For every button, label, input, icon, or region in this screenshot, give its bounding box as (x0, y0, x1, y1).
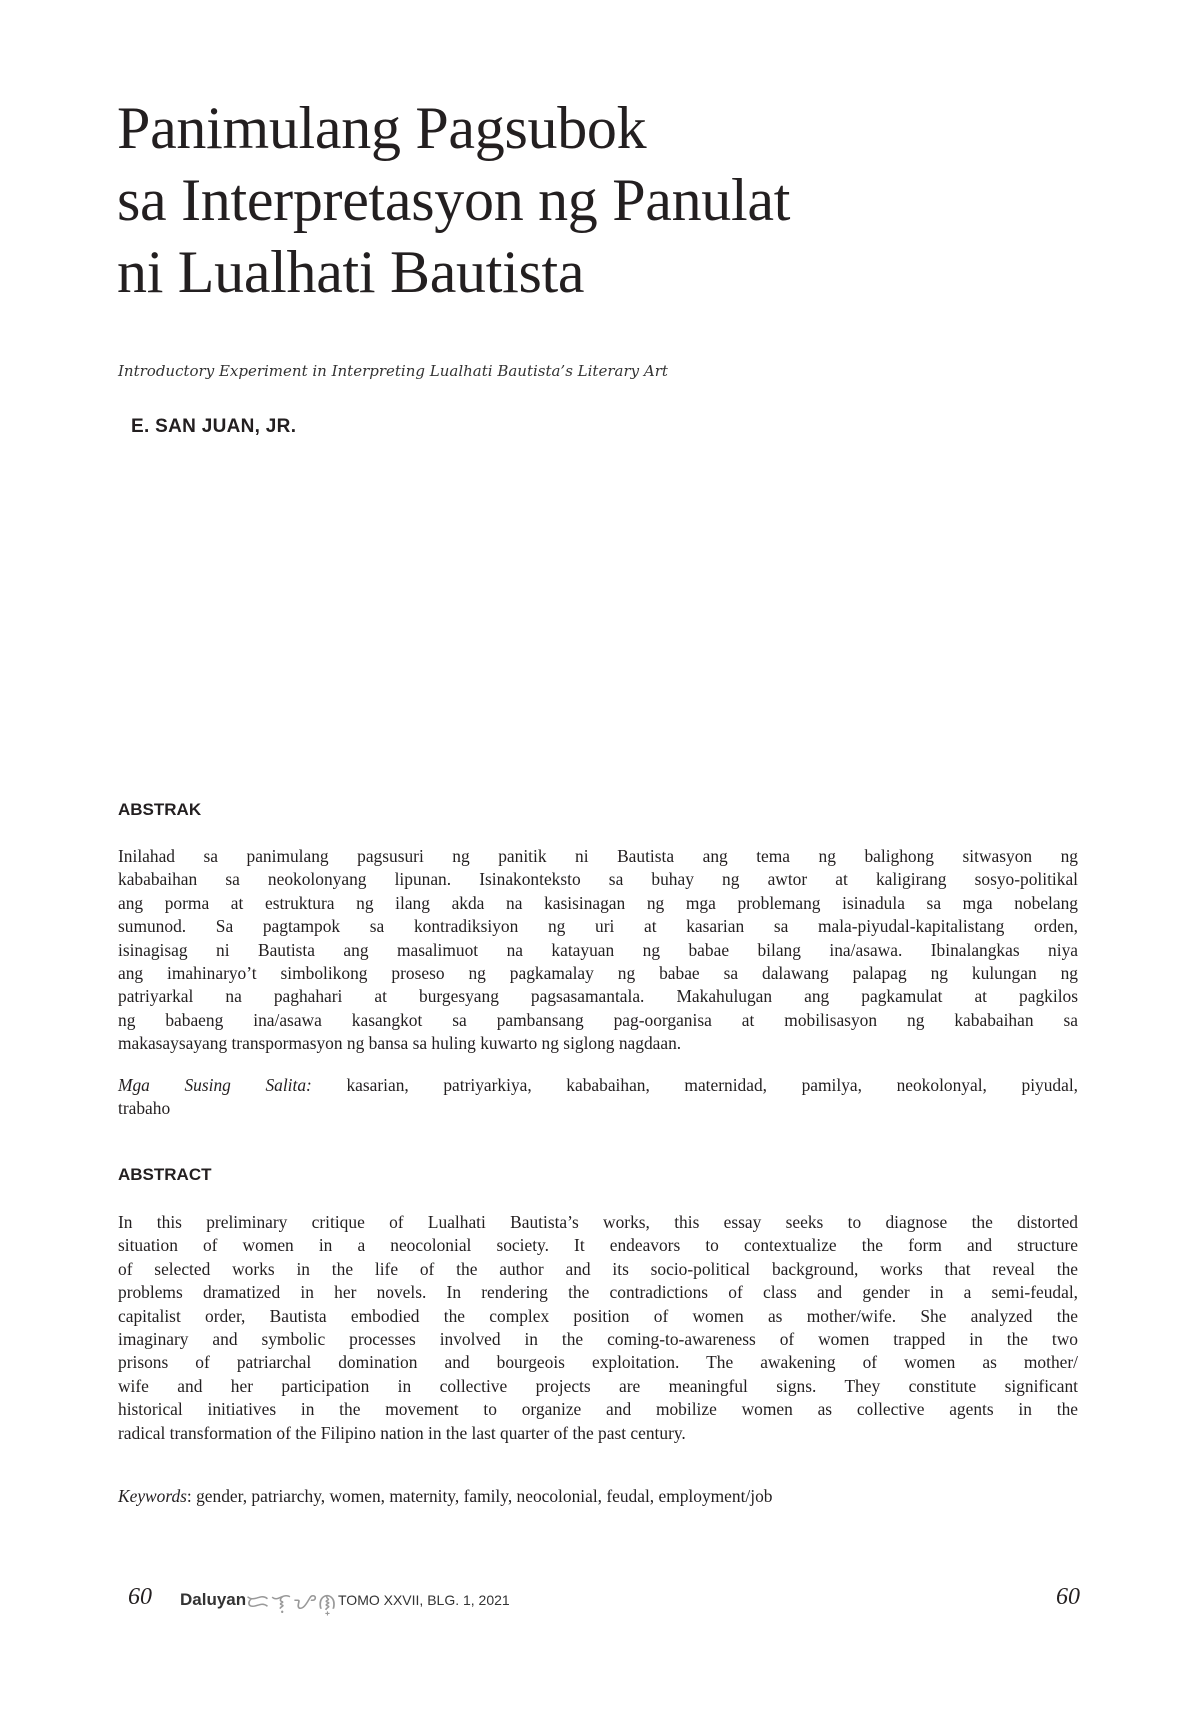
title-line: ni Lualhati Bautista (117, 239, 585, 305)
paragraph-line: imaginary and symbolic processes involved in the coming-to-awareness of women trapped in the two (118, 1328, 1078, 1349)
keywords-text: trabaho (118, 1098, 171, 1119)
paragraph-line: isinagisag ni Bautista ang masalimuot na katayuan ng babae bilang ina/asawa. Ibinalangkas niya (118, 939, 1078, 960)
article-title (117, 92, 790, 308)
issue-info: TOMO XXVII, BLG. 1, 2021 (338, 1592, 510, 1608)
keywords-text: : gender, patriarchy, women, maternity, family, neocolonial, feudal, employment/job (186, 1486, 773, 1506)
title-line: Panimulang Pagsubok (117, 95, 647, 161)
title-line: sa Interpretasyon ng Panulat (117, 167, 791, 233)
abstract-body (118, 1211, 1078, 1445)
paragraph-line: patriyarkal na paghahari at burgesyang pagsasamantala. Makahulugan ang pagkamulat at pagkilos (118, 986, 1078, 1007)
paragraph-line: capitalist order, Bautista embodied the complex position of women as mother/wife. She analyzed the (118, 1305, 1078, 1326)
paragraph-line: ng babaeng ina/asawa kasangkot sa pambansang pag-oorganisa at mobilisasyon ng kababaihan sa (118, 1009, 1078, 1030)
paragraph-line: Inilahad sa panimulang pagsusuri ng panitik ni Bautista ang tema ng balighong sitwasyon ng (118, 846, 1078, 866)
page-number-left: 60 (128, 1584, 152, 1610)
page-number-right: 60 (1056, 1584, 1080, 1610)
paragraph-line: historical initiatives in the movement to organize and mobilize women as collective agents in the (118, 1399, 1078, 1420)
paragraph-line: wife and her participation in collective projects are meaningful signs. They constitute significant (118, 1375, 1078, 1396)
keywords-text: kasarian, patriyarkiya, kababaihan, maternidad, pamilya, neokolonyal, piyudal, (346, 1075, 1079, 1095)
paragraph-line: radical transformation of the Filipino nation in the last quarter of the past century. (118, 1422, 686, 1443)
paragraph-line: problems dramatized in her novels. In rendering the contradictions of class and gender in a semi-feudal, (118, 1282, 1078, 1303)
paragraph-line: kababaihan sa neokolonyang lipunan. Isinakonteksto sa buhay ng awtor at kaligirang sosyo-politikal (118, 869, 1078, 890)
paragraph-line: situation of women in a neocolonial society. It endeavors to contextualize the form and structure (118, 1235, 1078, 1256)
paragraph-line: makasaysayang transpormasyon ng bansa sa huling kuwarto ng siglong nagdaan. (118, 1033, 682, 1054)
paragraph-line: In this preliminary critique of Lualhati Bautista’s works, this essay seeks to diagnose the distorted (118, 1212, 1078, 1232)
abstrak-heading: ABSTRAK (118, 800, 202, 819)
paragraph-line: ang imahinaryo’t simbolikong proseso ng pagkamalay ng babae sa dalawang palapag ng kulungan ng (118, 962, 1078, 983)
paragraph-line: of selected works in the life of the author and its socio-political background, works that reveal the (118, 1258, 1078, 1279)
paragraph-line: prisons of patriarchal domination and bourgeois exploitation. The awakening of women as mother/ (118, 1352, 1078, 1373)
keywords-label: Mga Susing Salita: (118, 1075, 312, 1095)
abstrak-body (118, 845, 1078, 1056)
abstract-heading: ABSTRACT (118, 1165, 212, 1184)
journal-logo-baybayin: ᜇᜎᜓᜌᜈ᜔ (246, 1589, 339, 1614)
article-subtitle: Introductory Experiment in Interpreting Lualhati Bautista’s Literary Art (118, 362, 668, 380)
abstract-keywords (118, 1485, 1078, 1508)
keywords-label: Keywords (118, 1486, 187, 1506)
abstrak-keywords (118, 1074, 1078, 1121)
journal-name: Daluyan (180, 1590, 247, 1609)
paragraph-line: ang porma at estruktura ng ilang akda na kasisinagan ng mga problemang isinadula sa mga nobelang (118, 892, 1078, 913)
paragraph-line: sumunod. Sa pagtampok sa kontradiksiyon ng uri at kasarian sa mala-piyudal-kapitalistang orden, (118, 916, 1078, 937)
author-name: E. SAN JUAN, JR. (131, 416, 297, 437)
